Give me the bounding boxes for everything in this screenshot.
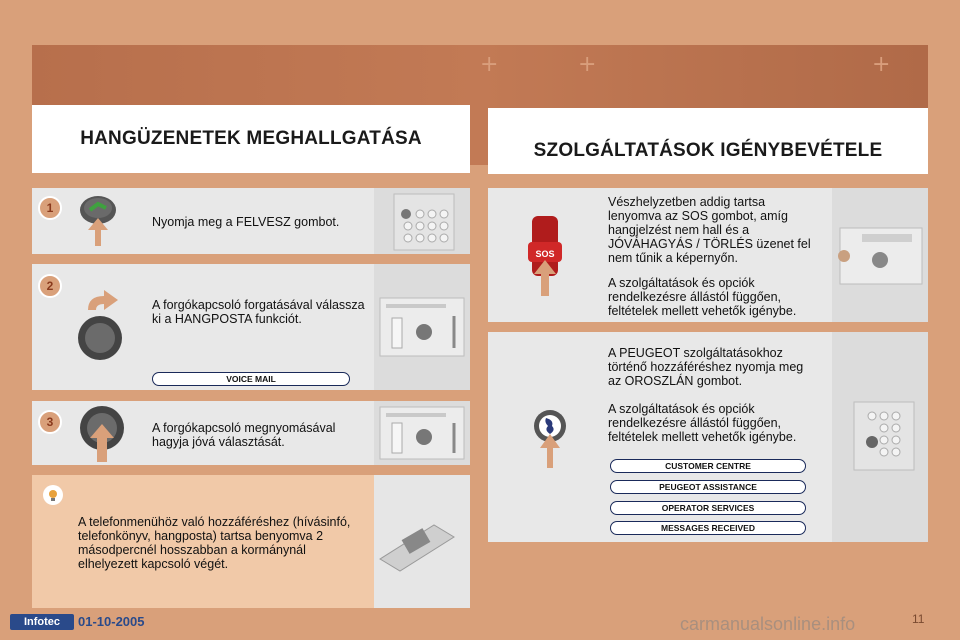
footer-date: 01-10-2005 [78, 614, 145, 629]
keypad-thumbnail [832, 332, 928, 542]
lightbulb-icon [42, 484, 64, 506]
left-title: HANGÜZENETEK MEGHALLGATÁSA [80, 128, 422, 149]
messages-received-option[interactable]: MESSAGES RECEIVED [610, 521, 806, 535]
display-thumbnail [832, 188, 928, 322]
radio-panel-icon [374, 264, 470, 390]
customer-centre-option[interactable]: CUSTOMER CENTRE [610, 459, 806, 473]
step-badge: 3 [38, 410, 62, 434]
page-number: 11 [912, 612, 925, 626]
radio-panel-icon [374, 401, 470, 465]
steering-stalk-icon [374, 475, 470, 608]
sos-button-icon [528, 216, 562, 296]
radio-thumbnail [374, 264, 470, 390]
right-title-box [488, 108, 928, 174]
rotary-knob-icon [74, 288, 130, 368]
peugeot-text-2: A szolgáltatások és opciók rendelkezésre állástól függően, feltételek mellett vehetők igénybe. [608, 402, 797, 444]
svg-text:SOS: SOS [535, 249, 555, 259]
watermark: carmanualsonline.info [680, 614, 856, 634]
tip-text: A telefonmenühöz való hozzáféréshez (hívásinfó, telefonkönyv, hangposta) tartsa benyomva 2 másodpercnél hosszabban a kormánynál elhelyezett kapcsoló végét. [78, 515, 351, 571]
plus-decoration: + [872, 52, 891, 77]
infotec-logo: Infotec [10, 614, 74, 630]
keypad-thumbnail [374, 188, 470, 254]
operator-services-option[interactable]: OPERATOR SERVICES [610, 501, 806, 515]
stalk-thumbnail [374, 475, 470, 608]
sos-text-2: A szolgáltatások és opciók rendelkezésre állástól függően, feltételek mellett vehetők igénybe. [608, 276, 797, 318]
rotary-knob-press-icon [76, 404, 132, 464]
voice-mail-option[interactable]: VOICE MAIL [152, 372, 350, 386]
keypad-icon [832, 332, 928, 542]
radio-thumbnail [374, 401, 470, 465]
peugeot-text-1: A PEUGEOT szolgáltatásokhoz történő hozzáféréshez nyomja meg az OROSZLÁN gombot. [608, 346, 804, 388]
display-panel-icon [832, 188, 928, 322]
lion-button-icon [528, 408, 572, 468]
plus-decoration: + [480, 52, 499, 77]
step-badge: 1 [38, 196, 62, 220]
left-title-box [32, 105, 470, 173]
step-badge: 2 [38, 274, 62, 298]
peugeot-assistance-option[interactable]: PEUGEOT ASSISTANCE [610, 480, 806, 494]
right-title: SZOLGÁLTATÁSOK IGÉNYBEVÉTELE [533, 140, 883, 161]
sos-text-1: Vészhelyzetben addig tartsa lenyomva az SOS gombot, amíg hangjelzést nem hall és a JÓVÁHAGYÁS / TÖRLÉS üzenet fel nem tűnik a képernyőn. [608, 195, 811, 265]
step-2-text: A forgókapcsoló forgatásával válassza ki a HANGPOSTA funkciót. [152, 298, 365, 326]
step-1-text: Nyomja meg a FELVESZ gombot. [152, 215, 340, 229]
call-button-icon [78, 192, 120, 248]
step-3-text: A forgókapcsoló megnyomásával hagyja jóvá választását. [152, 421, 336, 449]
plus-decoration: + [578, 52, 597, 77]
keypad-icon [374, 188, 470, 254]
